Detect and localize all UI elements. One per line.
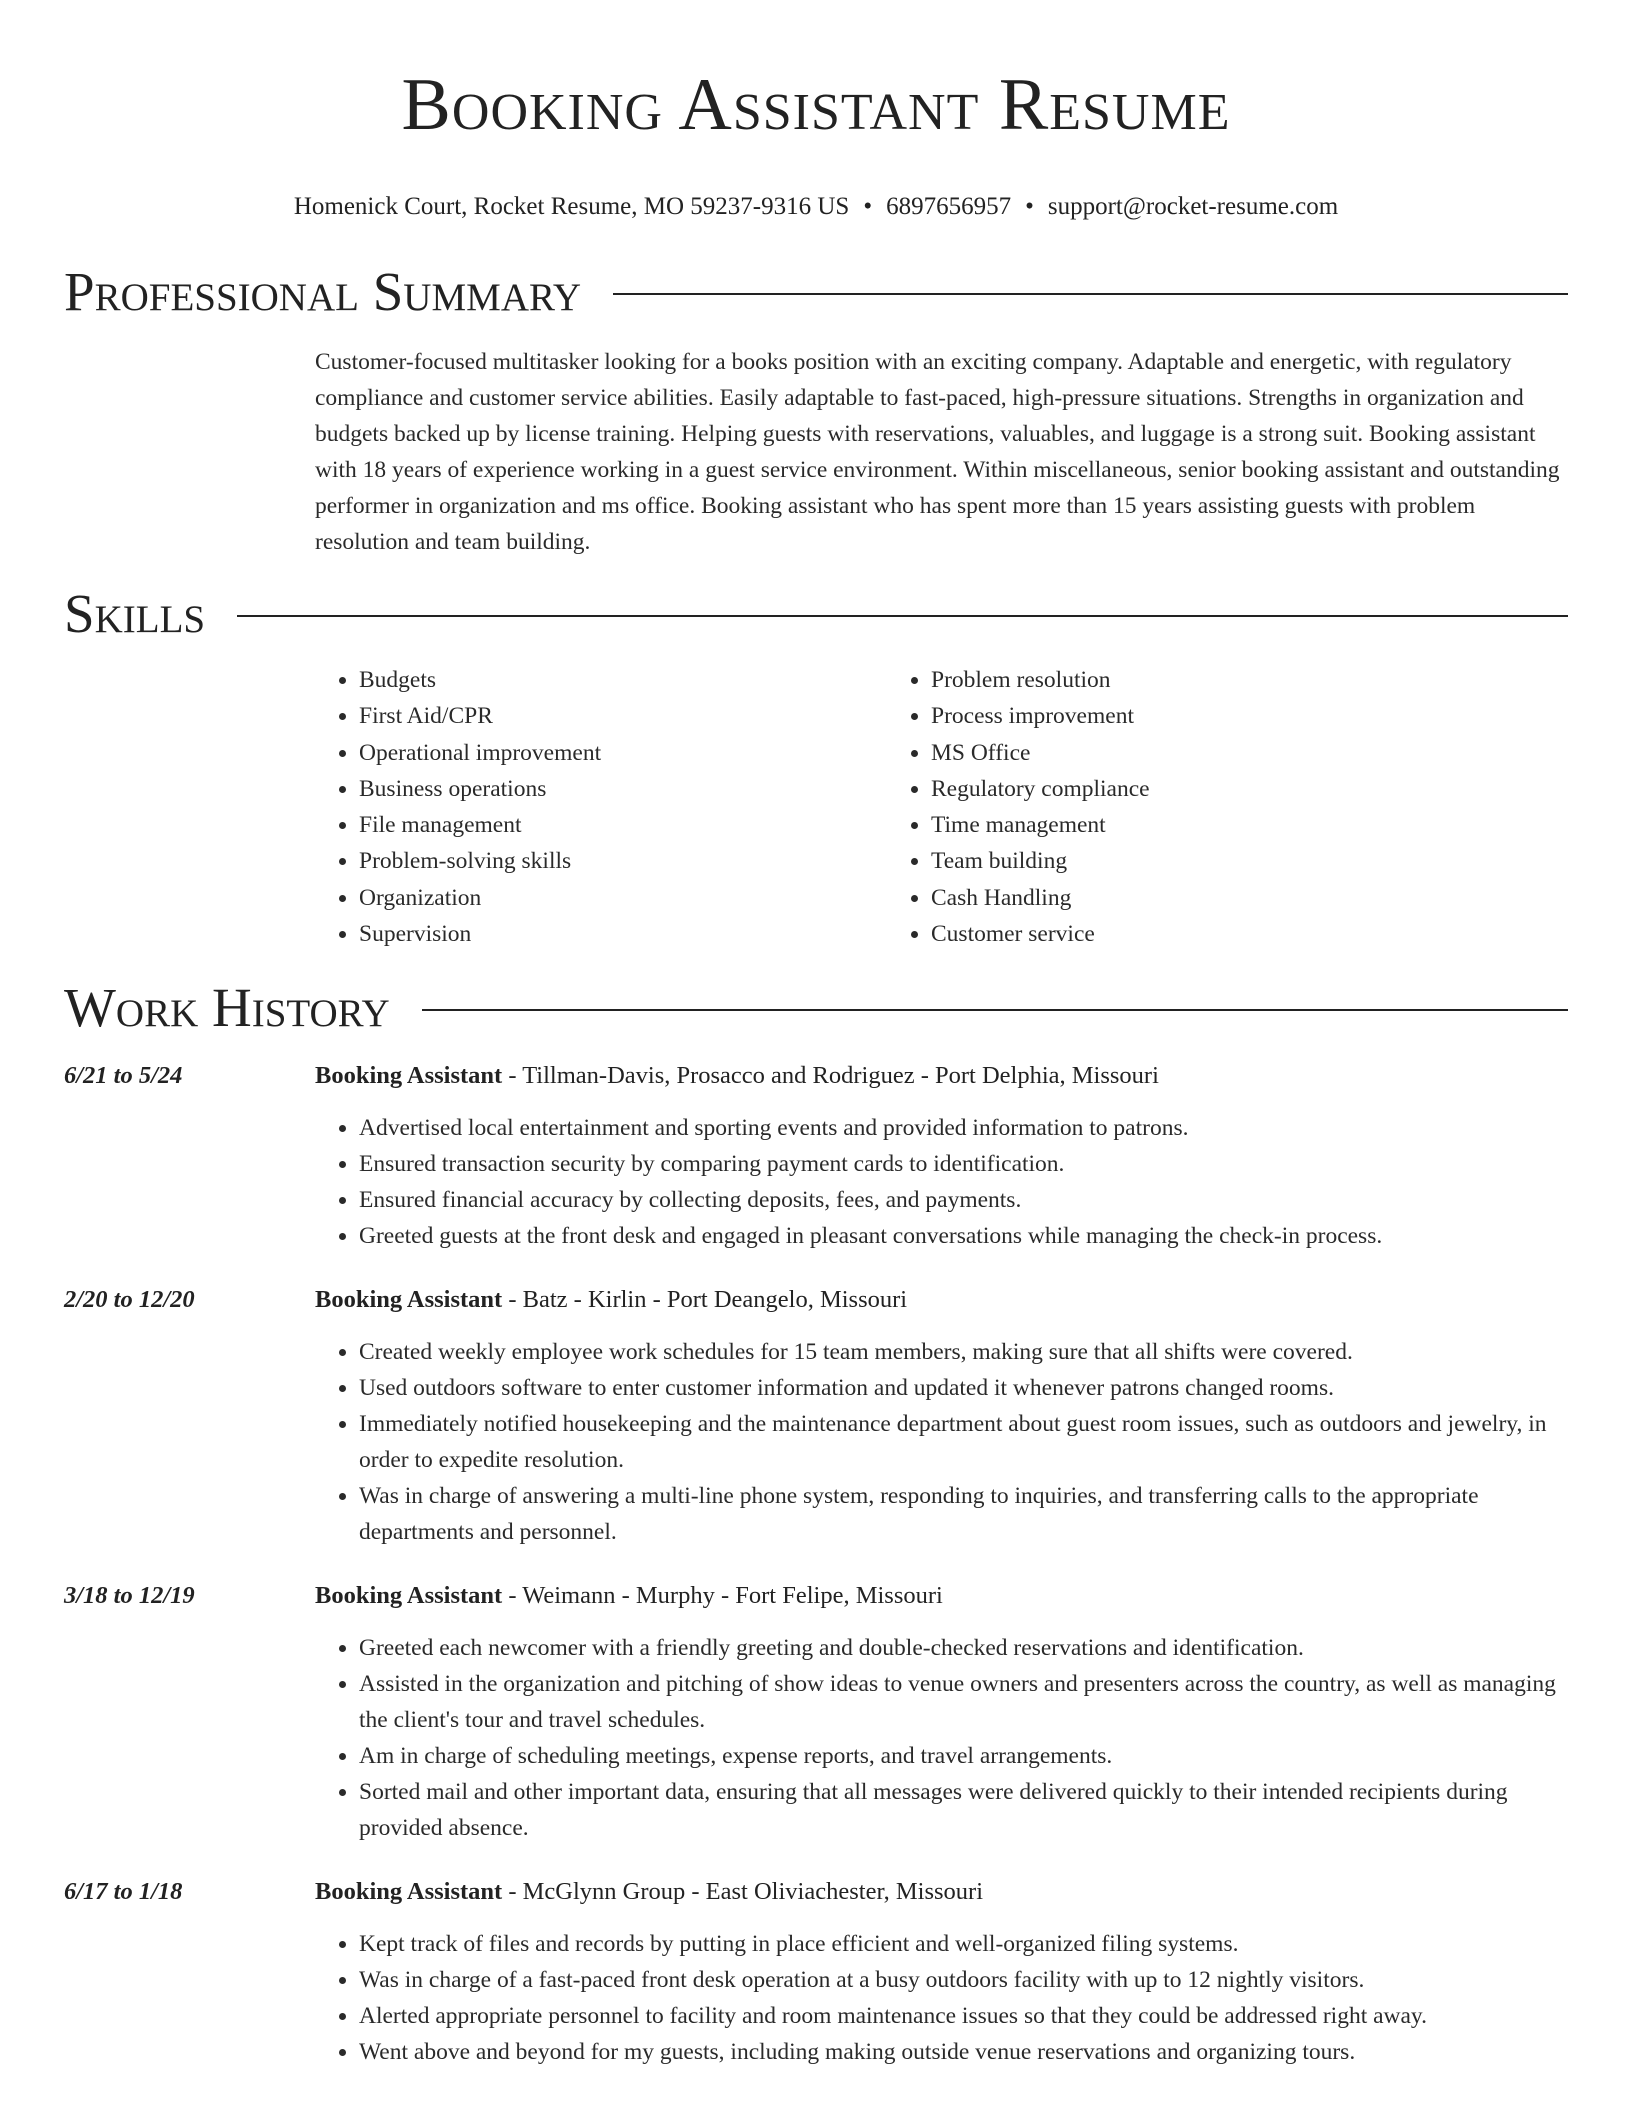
job-dates: 6/17 to 1/18 (64, 1878, 183, 1906)
work-history-list (64, 1060, 1568, 2070)
job-entry (64, 1284, 1568, 1550)
job-employer-location: - Weimann - Murphy - Fort Felipe, Missouri (502, 1582, 943, 1610)
contact-email: support@rocket-resume.com (1047, 193, 1339, 220)
skills-section-header (64, 582, 1568, 646)
skill-item: • Time management (931, 807, 1459, 843)
section-divider (237, 615, 1568, 617)
job-title: Booking Assistant (315, 1062, 503, 1090)
skill-item: • Organization (359, 880, 887, 916)
job-bullet: • Kept track of files and records by putting in place efficient and well-organized filing systems. (359, 1926, 1568, 1962)
job-dates: 6/21 to 5/24 (64, 1062, 183, 1090)
job-employer-location: - Tillman-Davis, Prosacco and Rodriguez - Port Delphia, Missouri (502, 1062, 1159, 1090)
job-dates: 3/18 to 12/19 (64, 1582, 195, 1610)
job-bullets (315, 1334, 1568, 1550)
job-employer-location: - Batz - Kirlin - Port Deangelo, Missouri (502, 1286, 908, 1314)
job-bullets (315, 1110, 1568, 1254)
job-bullet: • Used outdoors software to enter customer information and updated it whenever patrons changed rooms. (359, 1370, 1568, 1406)
job-title: Booking Assistant (315, 1286, 503, 1314)
skill-item: • Problem resolution (931, 662, 1459, 698)
job-entry (64, 1060, 1568, 1254)
skill-item: • MS Office (931, 735, 1459, 771)
job-bullet: • Advertised local entertainment and sporting events and provided information to patrons. (359, 1110, 1568, 1146)
skill-item: • Team building (931, 843, 1459, 879)
skill-item: • Cash Handling (931, 880, 1459, 916)
job-bullet: • Am in charge of scheduling meetings, expense reports, and travel arrangements. (359, 1738, 1568, 1774)
job-bullet: • Alerted appropriate personnel to facility and room maintenance issues so that they could be addressed right away. (359, 1998, 1568, 2034)
job-title-line (315, 1284, 1568, 1316)
job-entry (64, 1876, 1568, 2070)
work-history-heading: Work History (64, 977, 390, 1039)
work-history-section-header (64, 976, 1568, 1040)
job-bullet: • Was in charge of a fast-paced front desk operation at a busy outdoors facility with up to 12 nightly visitors. (359, 1962, 1568, 1998)
job-header (64, 1876, 1568, 1908)
job-title: Booking Assistant (315, 1582, 503, 1610)
resume-title: Booking Assistant Resume (401, 64, 1231, 146)
job-bullet: • Immediately notified housekeeping and the maintenance department about guest room issues, such as outdoors and jewelry, in order to expedite resolution. (359, 1406, 1568, 1478)
contact-phone: 6897656957 (886, 193, 1012, 220)
job-bullets (315, 1630, 1568, 1846)
skill-item: • Budgets (359, 662, 887, 698)
job-title: Booking Assistant (315, 1878, 503, 1906)
skill-item: • File management (359, 807, 887, 843)
section-divider (422, 1009, 1568, 1011)
job-bullet: • Ensured transaction security by comparing payment cards to identification. (359, 1146, 1568, 1182)
job-employer-location: - McGlynn Group - East Oliviachester, Missouri (502, 1878, 983, 1906)
skill-item: • First Aid/CPR (359, 698, 887, 734)
contact-separator: • (1025, 193, 1034, 220)
contact-address: Homenick Court, Rocket Resume, MO 59237-9316 US (293, 193, 850, 220)
skill-item: • Business operations (359, 771, 887, 807)
contact-line (64, 192, 1568, 222)
summary-section-header (64, 260, 1568, 324)
job-title-line (315, 1060, 1568, 1092)
job-title-line (315, 1876, 1568, 1908)
job-bullet: • Was in charge of answering a multi-line phone system, responding to inquiries, and transferring calls to the appropriate departments and personnel. (359, 1478, 1568, 1550)
job-entry (64, 1580, 1568, 1846)
skills-column-left (315, 662, 887, 952)
job-bullet: • Assisted in the organization and pitching of show ideas to venue owners and presenters across the country, as well as managing the client's tour and travel schedules. (359, 1666, 1568, 1738)
skill-item: • Customer service (931, 916, 1459, 952)
skill-item: • Regulatory compliance (931, 771, 1459, 807)
job-dates: 2/20 to 12/20 (64, 1286, 195, 1314)
job-bullet: • Went above and beyond for my guests, including making outside venue reservations and organizing tours. (359, 2034, 1568, 2070)
job-bullet: • Created weekly employee work schedules for 15 team members, making sure that all shifts were covered. (359, 1334, 1568, 1370)
skill-item: • Process improvement (931, 698, 1459, 734)
skills-list (315, 662, 1568, 952)
section-divider (613, 293, 1568, 295)
skill-item: • Operational improvement (359, 735, 887, 771)
skills-column-right (887, 662, 1459, 952)
job-bullets (315, 1926, 1568, 2070)
job-header (64, 1060, 1568, 1092)
skills-heading: Skills (64, 583, 206, 644)
job-header (64, 1580, 1568, 1612)
summary-text: Customer-focused multitasker looking for a books position with an exciting company. Adaptable and energetic, with regulatory compliance and customer service abilities. Easily adaptable to fast-paced, high-pressure situations. Strengths in organization and budgets backed up by license training. Helping guests with reservations, valuables, and luggage is a strong suit. Booking assistant with 18 years of experience working in a guest service environment. Within miscellaneous, senior booking assistant and outstanding performer in organization and ms office. Booking assistant who has spent more than 15 years assisting guests with problem resolution and team building. (315, 349, 1560, 555)
job-bullet: • Sorted mail and other important data, ensuring that all messages were delivered quickly to their intended recipients during provided absence. (359, 1774, 1568, 1846)
job-header (64, 1284, 1568, 1316)
contact-separator: • (863, 193, 873, 220)
skill-item: • Supervision (359, 916, 887, 952)
skill-item: • Problem-solving skills (359, 843, 887, 879)
summary-heading: Professional Summary (64, 261, 582, 322)
job-bullet: • Ensured financial accuracy by collecting deposits, fees, and payments. (359, 1182, 1568, 1218)
job-bullet: • Greeted each newcomer with a friendly greeting and double-checked reservations and identification. (359, 1630, 1568, 1666)
job-title-line (315, 1580, 1568, 1612)
job-bullet: • Greeted guests at the front desk and engaged in pleasant conversations while managing the check-in process. (359, 1218, 1568, 1254)
